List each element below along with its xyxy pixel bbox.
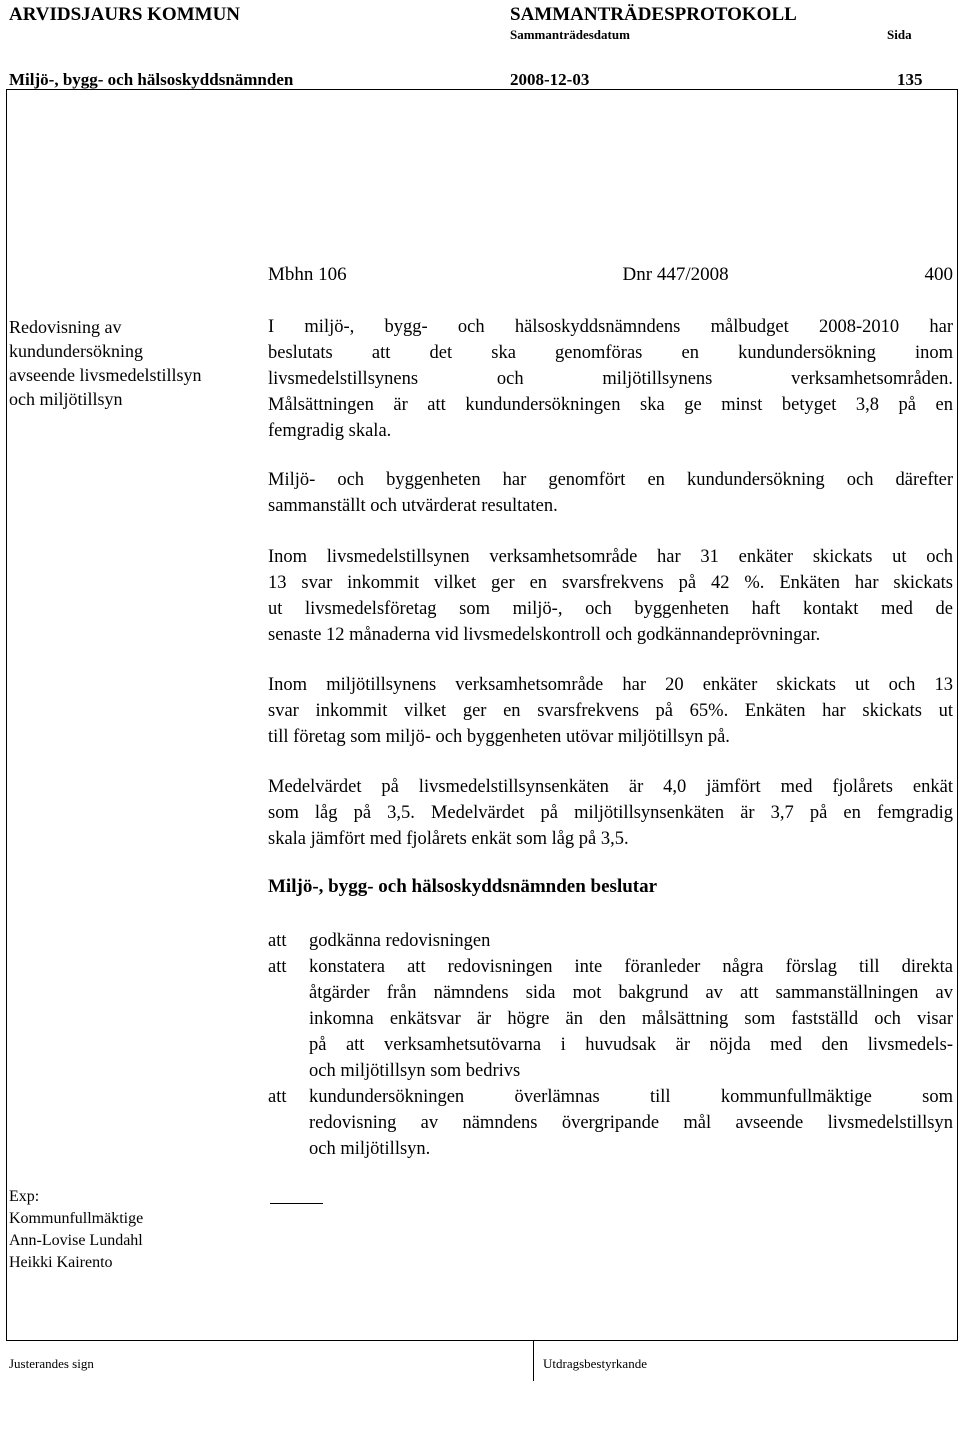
- att-marker: att: [268, 931, 287, 951]
- sidebar-title-line: och miljötillsyn: [9, 389, 123, 409]
- paragraph-line: 13 svar inkommit vilket ger en svarsfrekvens på 42 %. Enkäten har skickats: [268, 573, 953, 593]
- decision-line: inkomna enkätsvar är högre än den målsättning som fastställd och visar: [309, 1009, 953, 1029]
- paragraph-line: Medelvärdet på livsmedelstillsynsenkäten är 4,0 jämfört med fjolårets enkät: [268, 777, 953, 797]
- date-label: Sammanträdesdatum: [510, 27, 630, 42]
- page-number: 135: [897, 70, 923, 89]
- paragraph-line: senaste 12 månaderna vid livsmedelskontroll och godkännandeprövningar.: [268, 625, 821, 645]
- decision-line: och miljötillsyn som bedrivs: [309, 1061, 521, 1081]
- expedition-line: Ann-Lovise Lundahl: [9, 1232, 143, 1249]
- expedition-list: [9, 1186, 143, 1274]
- decision-item: [268, 1084, 953, 1162]
- paragraph-4: [268, 672, 953, 750]
- paragraph-line: beslutats att det ska genomföras en kundundersökning inom: [268, 343, 953, 363]
- paragraph-line: Inom livsmedelstillsynen verksamhetsområde har 31 enkäter skickats ut och: [268, 547, 953, 567]
- att-marker: att: [268, 1087, 287, 1107]
- decision-line: åtgärder från nämndens sida mot bakgrund av att sammanställningen av: [309, 983, 953, 1003]
- paragraph-line: svar inkommit vilket ger en svarsfrekvens på 65%. Enkäten har skickats ut: [268, 701, 953, 721]
- extract-certification-label: Utdragsbestyrkande: [543, 1356, 647, 1371]
- paragraph-line: I miljö-, bygg- och hälsoskyddsnämndens målbudget 2008-2010 har: [268, 317, 953, 337]
- case-code: 400: [924, 264, 953, 285]
- expedition-line: Heikki Kairento: [9, 1254, 113, 1271]
- sidebar-title: [9, 315, 201, 411]
- sidebar-title-line: kundundersökning: [9, 341, 143, 361]
- expedition-line: Exp:: [9, 1188, 40, 1205]
- meeting-date: 2008-12-03: [510, 70, 590, 89]
- att-marker: att: [268, 957, 287, 977]
- document-type: SAMMANTRÄDESPROTOKOLL: [510, 4, 797, 25]
- committee-name: Miljö-, bygg- och hälsoskyddsnämnden: [9, 70, 294, 89]
- paragraph-5: [268, 774, 953, 852]
- decision-line: kundundersökningen överlämnas till kommunfullmäktige som: [309, 1087, 953, 1107]
- sidebar-title-line: Redovisning av: [9, 317, 122, 337]
- paragraph-line: till företag som miljö- och byggenheten utövar miljötillsyn på.: [268, 727, 730, 747]
- paragraph-line: skala jämfört med fjolårets enkät som låg på 3,5.: [268, 829, 629, 849]
- decision-heading: Miljö-, bygg- och hälsoskyddsnämnden beslutar: [268, 876, 658, 897]
- decision-item: [268, 954, 953, 1084]
- decision-line: på att verksamhetsutövarna i huvudsak är nöjda med den livsmedels-: [309, 1035, 953, 1055]
- paragraph-number: Mbhn 106: [268, 264, 347, 285]
- case-row: [268, 264, 953, 286]
- paragraph-line: Miljö- och byggenheten har genomfört en kundundersökning och därefter: [268, 470, 953, 490]
- paragraph-line: femgradig skala.: [268, 421, 392, 441]
- paragraph-line: Inom miljötillsynens verksamhetsområde har 20 enkäter skickats ut och 13: [268, 675, 953, 695]
- justifier-signature-label: Justerandes sign: [9, 1356, 94, 1371]
- diary-number: Dnr 447/2008: [622, 264, 729, 285]
- paragraph-line: livsmedelstillsynens och miljötillsynens verksamhetsområden.: [268, 369, 953, 389]
- paragraph-1: [268, 314, 953, 444]
- decision-line: konstatera att redovisningen inte föranleder några förslag till direkta: [309, 957, 953, 977]
- signature-rule: [270, 1203, 323, 1204]
- decision-line: redovisning av nämndens övergripande mål avseende livsmedelstillsyn: [309, 1113, 953, 1133]
- paragraph-line: som låg på 3,5. Medelvärdet på miljötillsynsenkäten är 3,7 på en femgradig: [268, 803, 953, 823]
- decision-item: [268, 928, 953, 954]
- page-label: Sida: [887, 27, 912, 42]
- org-name: ARVIDSJAURS KOMMUN: [9, 4, 241, 25]
- decision-line: godkänna redovisningen: [309, 931, 491, 951]
- paragraph-2: [268, 467, 953, 519]
- decision-list: [268, 928, 953, 1162]
- footer-divider: [533, 1341, 534, 1381]
- paragraph-line: Målsättningen är att kundundersökningen ska ge minst betyget 3,8 på en: [268, 395, 953, 415]
- paragraph-line: sammanställt och utvärderat resultaten.: [268, 496, 558, 516]
- paragraph-line: ut livsmedelsföretag som miljö-, och byggenheten haft kontakt med de: [268, 599, 953, 619]
- expedition-line: Kommunfullmäktige: [9, 1210, 144, 1227]
- sidebar-title-line: avseende livsmedelstillsyn: [9, 365, 202, 385]
- paragraph-3: [268, 544, 953, 648]
- decision-line: och miljötillsyn.: [309, 1139, 431, 1159]
